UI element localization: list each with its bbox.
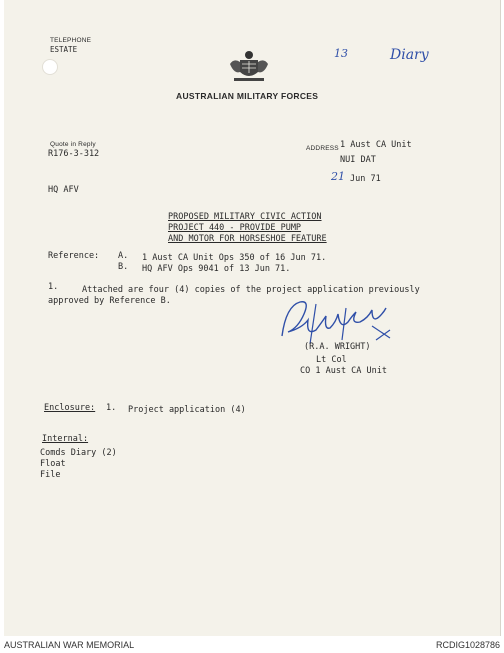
footer-archive-name: AUSTRALIAN WAR MEMORIAL	[4, 640, 135, 650]
subject-line3: AND MOTOR FOR HORSESHOE FEATURE	[168, 234, 327, 244]
internal-item: File	[40, 470, 61, 480]
handwritten-date-day: 21	[331, 170, 345, 183]
date-month-year: Jun 71	[350, 174, 381, 184]
subject-line2: PROJECT 440 - PROVIDE PUMP	[168, 223, 302, 233]
address-line2: NUI DAT	[340, 155, 376, 165]
enclosure-number: 1.	[106, 403, 117, 413]
signatory-rank: Lt Col	[316, 355, 347, 365]
reference-a-marker: A.	[118, 251, 129, 261]
organisation-title: AUSTRALIAN MILITARY FORCES	[176, 91, 319, 101]
paragraph-line2: approved by Reference B.	[48, 296, 171, 306]
telephone-value: ESTATE	[50, 45, 78, 54]
coat-of-arms-icon	[226, 50, 272, 86]
document-sheet	[4, 0, 501, 636]
recipient: HQ AFV	[48, 185, 79, 195]
internal-label: Internal:	[42, 434, 89, 444]
handwritten-diary: Diary	[390, 47, 429, 63]
quote-value: R176-3-312	[48, 149, 100, 159]
reference-a-text: 1 Aust CA Unit Ops 350 of 16 Jun 71.	[142, 253, 327, 263]
paragraph-number: 1.	[48, 282, 59, 292]
reference-b-text: HQ AFV Ops 9041 of 13 Jun 71.	[142, 264, 291, 274]
enclosure-text: Project application (4)	[128, 405, 246, 415]
paragraph-line1: Attached are four (4) copies of the project application previously	[82, 285, 420, 295]
footer-record-id: RCDIG1028786	[435, 640, 500, 650]
subject-line1: PROPOSED MILITARY CIVIC ACTION	[168, 212, 322, 222]
reference-label: Reference:	[48, 251, 100, 261]
quote-label: Quote in Reply	[50, 141, 96, 148]
telephone-label: TELEPHONE	[50, 37, 92, 44]
signatory-name: (R.A. WRIGHT)	[304, 342, 371, 352]
handwritten-number: 13	[334, 47, 348, 60]
reference-b-marker: B.	[118, 262, 129, 272]
address-line1: 1 Aust CA Unit	[340, 140, 412, 150]
internal-item: Comds Diary (2)	[40, 448, 117, 458]
address-label: ADDRESS	[306, 145, 339, 152]
signatory-position: CO 1 Aust CA Unit	[300, 366, 387, 376]
punch-hole	[42, 59, 58, 75]
internal-item: Float	[40, 459, 66, 469]
enclosure-label: Enclosure:	[44, 403, 96, 413]
